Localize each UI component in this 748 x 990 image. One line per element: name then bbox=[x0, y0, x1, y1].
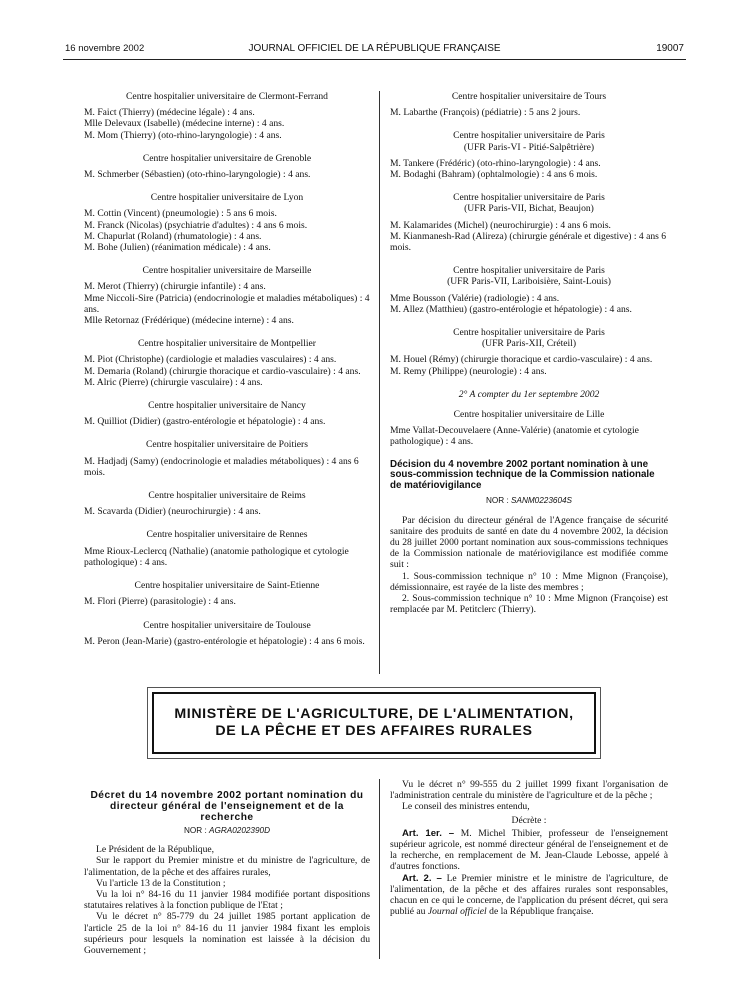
list-item: M. Faict (Thierry) (médecine légale) : 4 ans. bbox=[84, 107, 255, 119]
list-item: Mme Rioux-Leclercq (Nathalie) (anatomie pathologique et cytologie pathologique) : 4 ans. bbox=[84, 545, 349, 568]
nor-label: NOR : bbox=[183, 826, 207, 835]
section-lyon bbox=[84, 192, 370, 253]
section-clermont bbox=[84, 91, 370, 141]
section-title: Centre hospitalier universitaire de Montpellier bbox=[138, 338, 316, 350]
decision-paragraph: 1. Sous-commission technique n° 10 : Mme Mignon (Françoise), démissionnaire, est rayée de la liste des membres ; bbox=[390, 570, 668, 593]
article-1-text: M. Michel Thibier, professeur de l'enseignement supérieur agricole, est nommé directeur général de l'enseignement et de la recherche, en remplacement de M. Jean-Claude Lebosse, appelé à d'autres fonctions. bbox=[390, 827, 668, 873]
list-item: M. Labarthe (François) (pédiatrie) : 5 ans 2 jours. bbox=[390, 107, 581, 119]
list-item: Mlle Delevaux (Isabelle) (médecine interne) : 4 ans. bbox=[84, 118, 285, 130]
section-subtitle: (UFR Paris-VI - Pitié-Salpêtrière) bbox=[463, 141, 595, 153]
list-item: Mme Niccoli-Sire (Patricia) (endocrinologie et maladies métaboliques) : 4 ans. bbox=[84, 292, 370, 315]
list-item: M. Bohe (Julien) (réanimation médicale) : 4 ans. bbox=[84, 242, 271, 254]
article-1 bbox=[390, 828, 668, 873]
section-tours bbox=[390, 91, 668, 118]
list-item: M. Mom (Thierry) (oto-rhino-laryngologie) : 4 ans. bbox=[84, 129, 282, 141]
decision-paragraph: 2. Sous-commission technique n° 10 : Mme Mignon (Françoise) est remplacée par M. Petitclerc (Thierry). bbox=[390, 593, 668, 616]
decree-paragraph: Vu l'article 13 de la Constitution ; bbox=[96, 877, 226, 889]
decree-paragraph: Vu la loi n° 84-16 du 11 janvier 1984 modifiée portant dispositions statutaires relatives à la fonction publique de l'Etat ; bbox=[84, 889, 370, 912]
page-header bbox=[63, 43, 686, 60]
list-item: M. Remy (Philippe) (neurologie) : 4 ans. bbox=[390, 365, 547, 377]
decision-block bbox=[390, 460, 668, 616]
section-title: Centre hospitalier universitaire de Grenoble bbox=[142, 152, 312, 164]
section-paris-vii-lariboisiere bbox=[390, 265, 668, 315]
list-item: M. Demaria (Roland) (chirurgie thoracique et cardio-vasculaire) : 4 ans. bbox=[84, 365, 361, 377]
section-rennes bbox=[84, 529, 370, 568]
ministry-heading bbox=[152, 692, 596, 754]
list-item: M. Alric (Pierre) (chirurgie vasculaire) : 4 ans. bbox=[84, 376, 263, 388]
section-paris-vi bbox=[390, 130, 668, 180]
list-item: M. Chapurlat (Roland) (rhumatologie) : 4 ans. bbox=[84, 230, 262, 242]
list-item: M. Hadjadj (Samy) (endocrinologie et maladies métaboliques) : 4 ans 6 mois. bbox=[84, 455, 359, 478]
section-montpellier bbox=[84, 338, 370, 388]
section-marseille bbox=[84, 265, 370, 326]
list-item: M. Houel (Rémy) (chirurgie thoracique et cardio-vasculaire) : 4 ans. bbox=[390, 354, 653, 366]
date-heading: 2° A compter du 1er septembre 2002 bbox=[458, 388, 600, 400]
ministry-line-2: DE LA PÊCHE ET DES AFFAIRES RURALES bbox=[215, 723, 533, 739]
article-2-text-end: de la République française. bbox=[489, 906, 594, 918]
section-title: Centre hospitalier universitaire de Clermont-Ferrand bbox=[126, 91, 328, 102]
section-title: Centre hospitalier universitaire de Toulouse bbox=[143, 619, 311, 631]
section-title: Centre hospitalier universitaire de Lyon bbox=[150, 192, 304, 204]
list-item: M. Franck (Nicolas) (psychiatrie d'adultes) : 4 ans 6 mois. bbox=[84, 219, 308, 231]
decision-nor bbox=[390, 495, 668, 506]
section-reims bbox=[84, 490, 370, 517]
decision-paragraph: Par décision du directeur général de l'Agence française de sécurité sanitaire des produits de santé en date du 4 novembre 2002, la décision du 28 juillet 2000 portant nomination aux sous-commissions techniques de la Commission nationale de matériovigilance est modifiée comme suit : bbox=[390, 514, 668, 571]
decree-paragraph: Vu le décret n° 85-779 du 24 juillet 1985 portant application de l'article 25 de la loi n° 84-16 du 11 janvier 1984 fixant les emplois supérieurs pour lesquels la nomination est laissée à la décision du Gouvernement ; bbox=[84, 911, 370, 957]
section-title: Centre hospitalier universitaire de Paris bbox=[453, 130, 605, 142]
section-subtitle: (UFR Paris-VII, Bichat, Beaujon) bbox=[464, 203, 594, 215]
section-subtitle: (UFR Paris-VII, Lariboisière, Saint-Louis) bbox=[447, 276, 611, 288]
nor-code: AGRA0202390D bbox=[209, 826, 271, 835]
list-item: M. Kianmanesh-Rad (Alireza) (chirurgie générale et digestive) : 4 ans 6 mois. bbox=[390, 230, 667, 254]
section-title: Centre hospitalier universitaire de Paris bbox=[453, 327, 605, 339]
list-item: Mme Bousson (Valérie) (radiologie) : 4 ans. bbox=[390, 292, 560, 304]
decree-left-column bbox=[84, 790, 370, 956]
section-grenoble bbox=[84, 153, 370, 180]
column-divider bbox=[379, 779, 380, 959]
article-2 bbox=[390, 873, 668, 918]
list-item: M. Allez (Matthieu) (gastro-entérologie et hépatologie) : 4 ans. bbox=[390, 303, 632, 315]
ministry-line-1: MINISTÈRE DE L'AGRICULTURE, DE L'ALIMENTATION, bbox=[174, 706, 574, 722]
list-item: M. Piot (Christophe) (cardiologie et maladies vasculaires) : 4 ans. bbox=[84, 354, 337, 366]
decree-title: Décret du 14 novembre 2002 portant nomination du directeur général de l'enseignement et de la recherche bbox=[90, 790, 364, 823]
section-title: Centre hospitalier universitaire de Rennes bbox=[146, 529, 308, 541]
list-item: M. Peron (Jean-Marie) (gastro-entérologie et hépatologie) : 4 ans 6 mois. bbox=[84, 635, 365, 647]
decree-paragraph: Sur le rapport du Premier ministre et du ministre de l'agriculture, de l'alimentation, de la pêche et des affaires rurales, bbox=[84, 855, 370, 878]
section-title: Centre hospitalier universitaire de Nancy bbox=[148, 400, 306, 412]
list-item: M. Quilliot (Didier) (gastro-entérologie et hépatologie) : 4 ans. bbox=[84, 416, 326, 428]
list-item: Mme Vallat-Decouvelaere (Anne-Valérie) (anatomie et cytologie pathologique) : 4 ans. bbox=[390, 425, 639, 448]
page-number: 19007 bbox=[656, 43, 684, 54]
section-lille bbox=[390, 409, 668, 448]
section-title: Centre hospitalier universitaire de Poitiers bbox=[146, 439, 308, 451]
section-title: Centre hospitalier universitaire de Marseille bbox=[142, 265, 312, 277]
left-column bbox=[84, 91, 370, 659]
nor-label: NOR : bbox=[485, 496, 509, 506]
decree-paragraph: Le Président de la République, bbox=[96, 844, 215, 856]
list-item: M. Flori (Pierre) (parasitologie) : 4 ans. bbox=[84, 596, 236, 608]
section-paris-vii-bichat bbox=[390, 192, 668, 253]
right-column bbox=[390, 91, 668, 615]
section-toulouse bbox=[84, 620, 370, 647]
decrete-heading: Décrète : bbox=[511, 814, 547, 826]
section-title: Centre hospitalier universitaire de Tours bbox=[451, 91, 607, 102]
section-poitiers bbox=[84, 439, 370, 478]
journal-name: Journal officiel bbox=[427, 906, 487, 918]
list-item: Mlle Retornaz (Frédérique) (médecine interne) : 4 ans. bbox=[84, 315, 294, 327]
list-item: M. Scavarda (Didier) (neurochirurgie) : 4 ans. bbox=[84, 506, 261, 518]
decree-paragraph: Le conseil des ministres entendu, bbox=[402, 801, 530, 813]
section-saint-etienne bbox=[84, 580, 370, 607]
list-item: M. Tankere (Frédéric) (oto-rhino-laryngologie) : 4 ans. bbox=[390, 157, 601, 169]
decree-paragraph: Vu le décret n° 99-555 du 2 juillet 1999 fixant l'organisation de l'administration centrale du ministère de l'agriculture et de la pêche ; bbox=[390, 779, 668, 802]
list-item: M. Kalamarides (Michel) (neurochirurgie) : 4 ans 6 mois. bbox=[390, 219, 611, 231]
list-item: M. Schmerber (Sébastien) (oto-rhino-laryngologie) : 4 ans. bbox=[84, 169, 311, 181]
section-title: Centre hospitalier universitaire de Saint-Etienne bbox=[134, 580, 320, 592]
article-2-label: Art. 2. – bbox=[402, 872, 442, 884]
decree-nor bbox=[84, 825, 370, 836]
decree-right-column bbox=[390, 779, 668, 917]
section-title: Centre hospitalier universitaire de Paris bbox=[453, 265, 605, 277]
list-item: M. Cottin (Vincent) (pneumologie) : 5 ans 6 mois. bbox=[84, 208, 277, 220]
section-title: Centre hospitalier universitaire de Lille bbox=[453, 409, 605, 421]
decision-title: Décision du 4 novembre 2002 portant nomination à une sous-commission technique de la Commission nationale de matériovigilance bbox=[390, 458, 655, 491]
list-item: M. Merot (Thierry) (chirurgie infantile) : 4 ans. bbox=[84, 281, 266, 293]
header-date: 16 novembre 2002 bbox=[65, 43, 145, 54]
nor-code: SANM0223604S bbox=[511, 496, 573, 506]
article-1-label: Art. 1er. – bbox=[402, 827, 455, 839]
section-title: Centre hospitalier universitaire de Reims bbox=[148, 490, 306, 502]
section-nancy bbox=[84, 400, 370, 427]
section-title: Centre hospitalier universitaire de Paris bbox=[453, 192, 605, 204]
article-2-text: Le Premier ministre et le ministre de l'agriculture, de l'alimentation, de la pêche et des affaires rurales sont responsables, chacun en ce qui le concerne, de l'application du présent décret, qui sera publié au bbox=[390, 872, 668, 918]
header-title: JOURNAL OFFICIEL DE LA RÉPUBLIQUE FRANÇAISE bbox=[248, 43, 501, 54]
section-subtitle: (UFR Paris-XII, Créteil) bbox=[481, 338, 577, 350]
section-paris-xii bbox=[390, 327, 668, 377]
column-divider bbox=[379, 91, 380, 674]
list-item: M. Bodaghi (Bahram) (ophtalmologie) : 4 ans 6 mois. bbox=[390, 169, 598, 181]
